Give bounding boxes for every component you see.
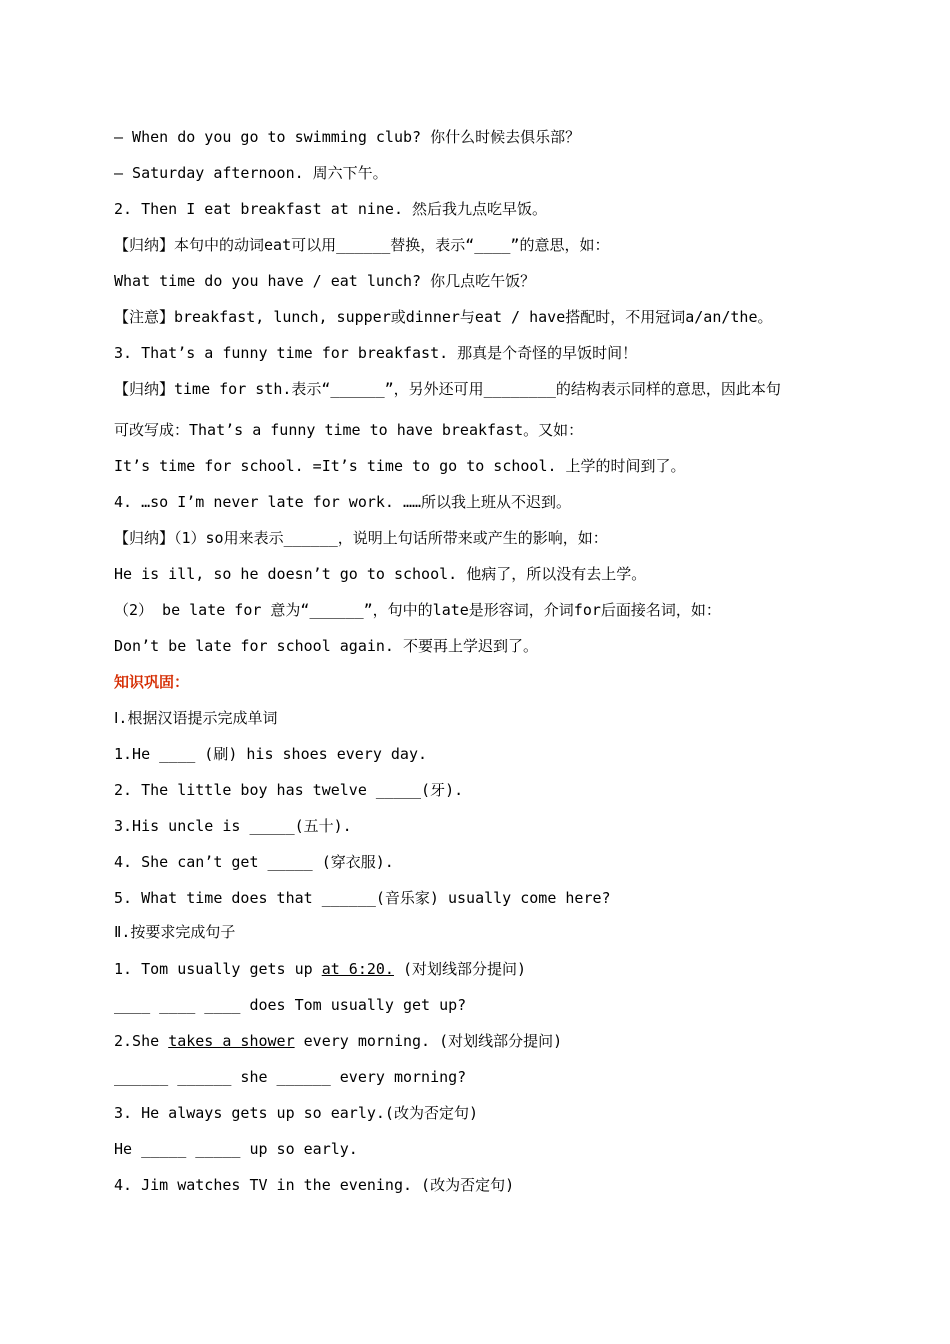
text-line: 【归纳】time for sth.表示“______”，另外还可用________的结构表示同样的意思，因此本句: [114, 380, 781, 398]
exercise-item: 2. The little boy has twelve _____(牙).: [114, 781, 464, 799]
answer-line-2: ______ ______ she ______ every morning?: [114, 1068, 467, 1086]
text-line: 【注意】breakfast, lunch, supper或dinner与eat / have搭配时，不用冠词a/an/the。: [114, 308, 773, 326]
answer-line-1: ____ ____ ____ does Tom usually get up?: [114, 996, 467, 1014]
text-line: 可改写成：That’s a funny time to have breakfast。又如：: [114, 421, 584, 439]
text-line: 2. Then I eat breakfast at nine. 然后我九点吃早饭。: [114, 200, 548, 218]
question-2-text: 2.She: [114, 1032, 169, 1050]
text-line: 4. …so I’m never late for work. ……所以我上班从不迟到。: [114, 493, 572, 511]
question-2-instruction: every morning. (对划线部分提问): [294, 1032, 563, 1050]
question-1-instruction: (对划线部分提问): [393, 960, 527, 978]
section-heading: 知识巩固：: [114, 673, 190, 691]
text-line: 3. That’s a funny time for breakfast. 那真是个奇怪的早饭时间！: [114, 344, 638, 362]
text-line: What time do you have / eat lunch? 你几点吃午饭？: [114, 272, 536, 290]
exercise-item: 3.His uncle is _____(五十).: [114, 817, 352, 835]
question-1-text: 1. Tom usually gets up: [114, 960, 322, 978]
part1-title: Ⅰ.根据汉语提示完成单词: [114, 709, 278, 727]
underlined-phrase: at 6:20.: [321, 960, 394, 978]
exercise-item: 5. What time does that ______(音乐家) usually come here?: [114, 889, 611, 907]
part2-title: Ⅱ.按要求完成句子: [114, 923, 236, 941]
text-line: — When do you go to swimming club? 你什么时候去俱乐部？: [114, 128, 581, 146]
text-line: — Saturday afternoon. 周六下午。: [114, 164, 388, 182]
text-line: He is ill, so he doesn’t go to school. 他病了，所以没有去上学。: [114, 565, 647, 583]
question-2: [114, 1031, 890, 1051]
underlined-phrase: takes a shower: [168, 1032, 295, 1050]
exercise-item: 1.He ____ (刷) his shoes every day.: [114, 745, 428, 763]
exercise-item: 4. She can’t get _____ (穿衣服).: [114, 853, 394, 871]
question-3: 3. He always gets up so early.(改为否定句): [114, 1104, 478, 1122]
text-line: It’s time for school. =It’s time to go to school. 上学的时间到了。: [114, 457, 686, 475]
text-line: 【归纳】本句中的动词eat可以用______替换，表示“____”的意思，如：: [114, 236, 610, 254]
text-line: Don’t be late for school again. 不要再上学迟到了。: [114, 637, 538, 655]
question-1: [114, 959, 890, 979]
answer-line-3: He _____ _____ up so early.: [114, 1140, 358, 1158]
text-line: （2） be late for 意为“______”，句中的late是形容词，介词for后面接名词，如：: [114, 601, 721, 619]
question-4: 4. Jim watches TV in the evening. (改为否定句): [114, 1176, 515, 1194]
text-line: 【归纳】（1）so用来表示______，说明上句话所带来或产生的影响，如：: [114, 529, 608, 547]
